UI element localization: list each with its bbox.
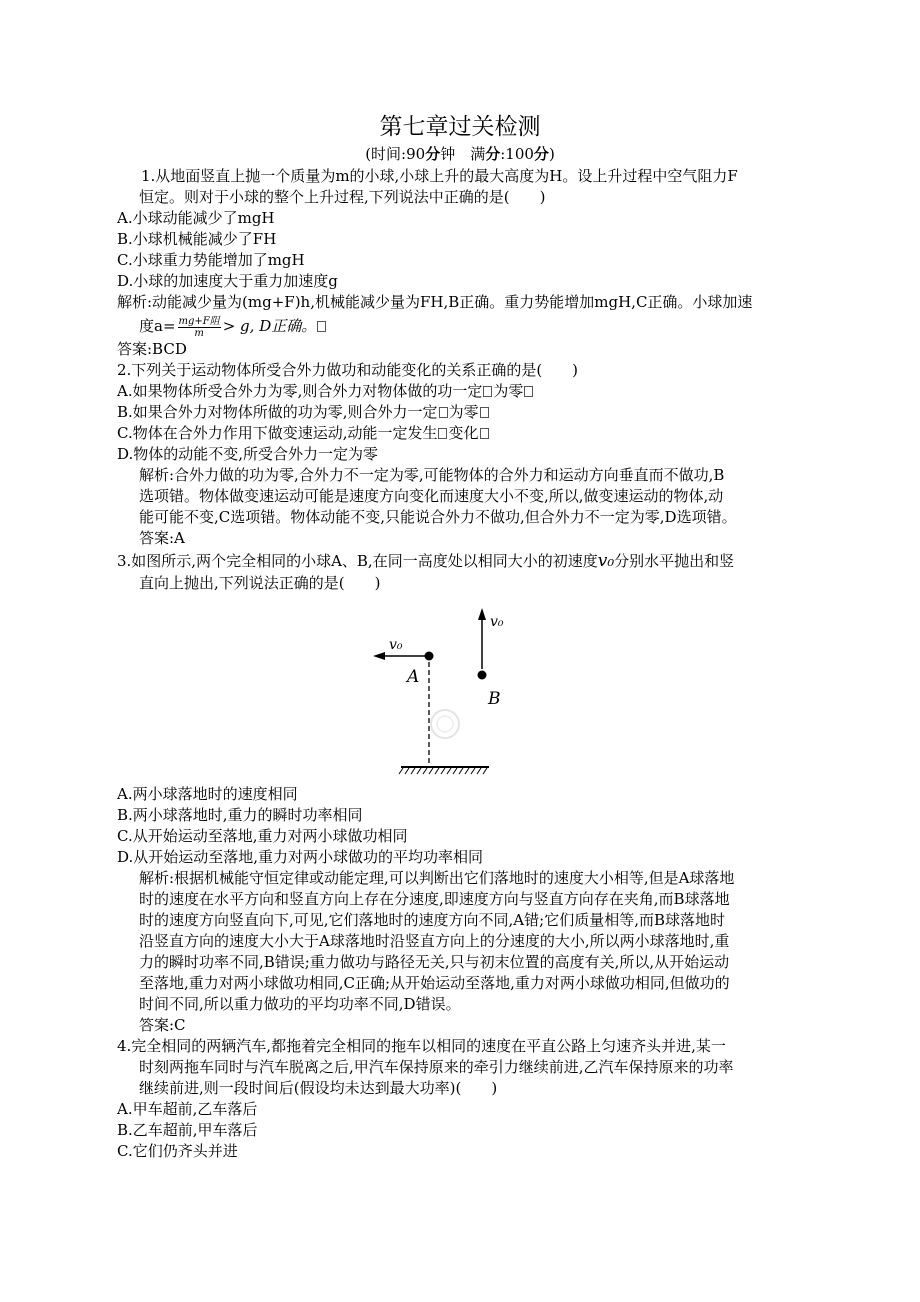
ball-a <box>425 652 434 661</box>
q3-option-d: D.从开始运动至落地,重力对两小球做功的平均功率相同 <box>117 848 484 866</box>
q3-stem-post: 分别水平抛出和竖 <box>614 552 735 570</box>
q1-answer: 答案:BCD <box>117 340 187 358</box>
placeholder-glyph-icon <box>317 321 326 332</box>
score-unit-2: 分 <box>533 145 549 163</box>
page-title: 第七章过关检测 <box>379 114 541 140</box>
q1-stem-line1: 1.从地面竖直上抛一个质量为m的小球,小球上升的最大高度为H。设上升过程中空气阻力F <box>141 167 738 185</box>
q3-stem-pre: 3.如图所示,两个完全相同的小球A、B,在同一高度处以相同大小的初速度 <box>117 552 598 570</box>
q2-option-d: D.物体的动能不变,所受合外力一定为零 <box>117 445 379 463</box>
q3-analysis-line1: 解析:根据机械能守恒定律或动能定理,可以判断出它们落地时的速度大小相等,但是A球落地 <box>139 869 735 887</box>
ball-a-velocity-label: v₀ <box>389 637 403 653</box>
watermark-seal-inner <box>437 716 453 732</box>
q1-stem-line2: 恒定。则对于小球的整个上升过程,下列说法中正确的是( ) <box>139 188 546 206</box>
q2-option-c <box>117 423 785 444</box>
question-content <box>117 166 785 1162</box>
q2-option-b-text: B.如果合外力对物体所做的功为零,则合外力一定 <box>117 403 438 421</box>
q3-option-c: C.从开始运动至落地,重力对两小球做功相同 <box>117 827 408 845</box>
time-unit: 分 <box>425 145 441 163</box>
q2-option-c-tail: 变化 <box>448 424 479 442</box>
placeholder-glyph-icon <box>480 428 489 439</box>
projectile-diagram <box>367 604 537 784</box>
q3-option-b: B.两小球落地时,重力的瞬时功率相同 <box>117 806 363 824</box>
q3-analysis-line2: 时的速度在水平方向和竖直方向上存在分速度,即速度方向与竖直方向存在夹角,而B球落地 <box>139 890 730 908</box>
q3-stem-v0: v₀ <box>597 551 615 571</box>
q2-analysis-line1: 解析:合外力做的功为零,合外力不一定为零,可能物体的合外力和运动方向垂直而不做功,B <box>139 466 725 484</box>
q4-option-a: A.甲车超前,乙车落后 <box>117 1100 258 1118</box>
q4-stem-line3: 继续前进,则一段时间后(假设均未达到最大功率)( ) <box>139 1079 498 1097</box>
placeholder-glyph-icon <box>483 386 492 397</box>
q1-analysis-line2 <box>117 313 785 339</box>
arrow-up-icon <box>478 608 486 620</box>
fraction-numerator: mg+F阻 <box>178 315 220 327</box>
time-label: (时间:90 <box>365 145 426 163</box>
q2-answer: 答案:A <box>139 529 185 547</box>
ball-a-label: A <box>407 667 420 687</box>
placeholder-glyph-icon <box>438 428 447 439</box>
q4-stem-line2: 时刻两拖车同时与汽车脱离之后,甲汽车保持原来的牵引力继续前进,乙汽车保持原来的功率 <box>139 1058 734 1076</box>
ground-hatching <box>399 768 487 774</box>
q3-stem-line2: 直向上抛出,下列说法正确的是( ) <box>139 574 381 592</box>
placeholder-glyph-icon <box>439 407 448 418</box>
score-unit: 分 <box>485 145 501 163</box>
q2-stem: 2.下列关于运动物体所受合外力做功和动能变化的关系正确的是( ) <box>117 361 579 379</box>
q1-option-c: C.小球重力势能增加了mgH <box>117 251 305 269</box>
ball-b <box>478 671 487 680</box>
watermark-seal-icon <box>431 710 459 738</box>
q3-analysis-line3: 时的速度方向竖直向下,可见,它们落地时的速度方向不同,A错;它们质量相等,而B球落地时 <box>139 911 725 929</box>
q1-analysis-pre: 度a= <box>139 317 176 335</box>
q3-analysis-line7: 时间不同,所以重力做功的平均功率不同,D错误。 <box>139 995 461 1013</box>
q2-analysis-line2: 选项错。物体做变速运动可能是速度方向变化而速度大小不变,所以,做变速运动的物体,动 <box>139 487 724 505</box>
page-subtitle <box>0 144 920 164</box>
ball-b-label: B <box>488 689 501 709</box>
q4-option-c: C.它们仍齐头并进 <box>117 1142 238 1160</box>
q1-analysis-post: > g, D正确。 <box>222 317 317 335</box>
q3-answer: 答案:C <box>139 1016 186 1034</box>
placeholder-glyph-icon <box>480 407 489 418</box>
q3-analysis-line4: 沿竖直方向的速度大小大于A球落地时沿竖直方向上的分速度的大小,所以两小球落地时,重 <box>139 932 730 950</box>
q2-option-c-text: C.物体在合外力作用下做变速运动,动能一定发生 <box>117 424 438 442</box>
q2-analysis-line3: 能可能不变,C选项错。物体动能不变,只能说合外力不做功,但合外力不一定为零,D选项错。 <box>139 508 737 526</box>
q1-option-a: A.小球动能减少了mgH <box>117 209 275 227</box>
q4-stem-line1: 4.完全相同的两辆汽车,都拖着完全相同的拖车以相同的速度在平直公路上匀速齐头并进,某一 <box>117 1037 726 1055</box>
q2-option-b-tail: 为零 <box>448 403 479 421</box>
q3-stem-line1 <box>117 549 785 573</box>
q3-analysis-line5: 力的瞬时功率不同,B错误;重力做功与路径无关,只与初末位置的高度有关,所以,从开始运动 <box>139 953 730 971</box>
q4-option-b: B.乙车超前,甲车落后 <box>117 1121 258 1139</box>
q1-option-d: D.小球的加速度大于重力加速度g <box>117 272 338 290</box>
q1-option-b: B.小球机械能减少了FH <box>117 230 277 248</box>
q3-figure <box>117 594 785 784</box>
q1-acceleration-fraction <box>178 316 221 339</box>
arrow-left-icon <box>373 652 385 660</box>
q2-option-a-tail: 为零 <box>493 382 524 400</box>
q3-analysis-line6: 至落地,重力对两小球做功相同,C正确;从开始运动至落地,重力对两小球做功相同,但做功的 <box>139 974 730 992</box>
placeholder-glyph-icon <box>524 386 533 397</box>
q3-option-a: A.两小球落地时的速度相同 <box>117 785 298 803</box>
score-value: :100 <box>500 145 534 163</box>
q1-analysis-line1: 解析:动能减少量为(mg+F)h,机械能减少量为FH,B正确。重力势能增加mgH,C正确。小球加速 <box>117 293 753 311</box>
q2-option-b <box>117 402 785 423</box>
fraction-denominator: m <box>194 327 204 339</box>
ball-b-velocity-label: v₀ <box>490 614 504 630</box>
close-paren: ) <box>548 145 555 163</box>
time-tail: 钟 满 <box>440 145 486 163</box>
q2-option-a <box>117 381 785 402</box>
q2-option-a-text: A.如果物体所受合外力为零,则合外力对物体做的功一定 <box>117 382 483 400</box>
